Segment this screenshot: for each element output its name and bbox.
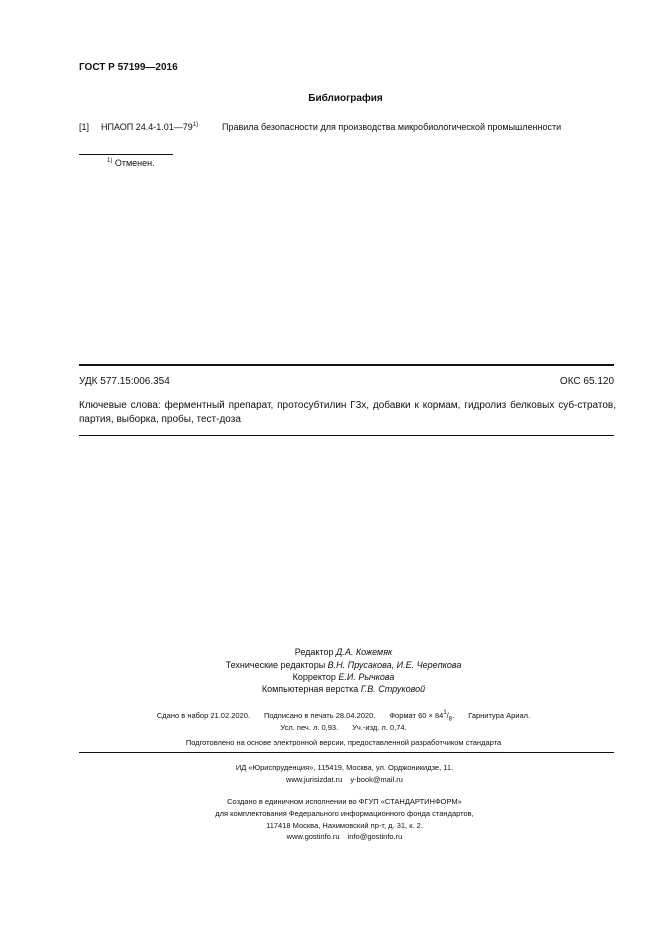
standartinform-email[interactable]: info@gostinfo.ru — [347, 832, 403, 841]
bibliography-title: Библиография — [308, 93, 383, 104]
credit-corrector — [0, 672, 661, 682]
format-numerator: 1 — [443, 710, 447, 716]
document-code: ГОСТ Р 57199—2016 — [79, 62, 178, 73]
bibliography-entry-title: Правила безопасности для производства микробиологической промышленности — [222, 122, 562, 132]
print-sheets: Усл. печ. л. 0,93. — [280, 723, 339, 732]
footnote-mark: 1) — [107, 158, 113, 164]
editor-name: Д.А. Кожемяк — [335, 647, 393, 657]
publisher-line-5: 117418 Москва, Нахимовский пр-т, д. 31, к. 2. — [266, 821, 423, 830]
layout-label: Компьютерная верстка — [261, 684, 361, 694]
publisher-line-1: ИД «Юриспруденция», 115419, Москва, ул. Орджоникидзе, 11. — [235, 763, 454, 772]
font-info: Гарнитура Ариал. — [468, 711, 531, 720]
entry-code-text: НПАОП 24.4-1.01—79 — [101, 122, 193, 132]
footnote-separator — [79, 154, 173, 155]
footnote — [107, 158, 155, 168]
credit-tech-editors — [0, 660, 661, 670]
standartinform-contacts — [0, 832, 661, 841]
credit-editor — [0, 647, 661, 657]
signed-date: Подписано в печать 28.04.2020. — [263, 711, 376, 720]
keywords: Ключевые слова: ферментный препарат, протосубтилин Г3х, добавки к кормам, гидролиз белковых суб-стратов, партия, выборка, пробы, тест-доза — [79, 400, 616, 425]
publisher-line-3: Создано в единичном исполнении во ФГУП «СТАНДАРТИНФОРМ» — [227, 797, 462, 806]
imprint-line-1: Сдано в набор 21.02.2020. Подписано в печать 28.04.2020. Формат $60 \times 84^1/_8$. Гарнитура Ариал. — [156, 710, 531, 723]
standartinform-site[interactable]: www.gostinfo.ru — [286, 832, 340, 841]
format-denominator: 8 — [448, 716, 453, 723]
credit-layout — [0, 684, 661, 694]
publisher-email[interactable]: y-book@mail.ru — [350, 775, 403, 784]
footnote-ref: 1) — [192, 122, 199, 128]
corrector-label: Корректор — [292, 672, 339, 682]
format-prefix: Формат 60 × 84 — [389, 711, 444, 720]
udc-code: УДК 577.15:006.354 — [79, 376, 170, 387]
publisher-site[interactable]: www.jurisizdat.ru — [286, 775, 343, 784]
bibliography-entry-number: [1] — [79, 122, 90, 132]
format-suffix: . — [452, 711, 455, 720]
divider-keywords — [79, 435, 614, 436]
prepared-note: Подготовлено на основе электронной версии, предоставленной разработчиком стандарта — [185, 738, 502, 747]
layout-name: Г.В. Струковой — [360, 684, 426, 694]
tech-label: Технические редакторы — [225, 660, 328, 670]
editor-label: Редактор — [294, 647, 336, 657]
tech-names: В.Н. Прусакова, И.Е. Черепкова — [327, 660, 462, 670]
imprint-line-2 — [0, 723, 661, 732]
divider-publisher — [79, 752, 614, 753]
pub-sheets: Уч.-изд. л. 0,74. — [352, 723, 407, 732]
submitted-date: Сдано в набор 21.02.2020. — [156, 711, 250, 720]
oks-code: ОКС 65.120 — [559, 376, 614, 387]
divider-top — [79, 364, 614, 366]
corrector-name: Е.И. Рычкова — [338, 672, 395, 682]
publisher-line-4: для комплектования Федерального информационного фонда стандартов, — [215, 809, 474, 818]
footnote-text: Отменен. — [112, 158, 155, 168]
bibliography-entry-code — [101, 122, 198, 132]
publisher-contacts — [0, 775, 661, 784]
